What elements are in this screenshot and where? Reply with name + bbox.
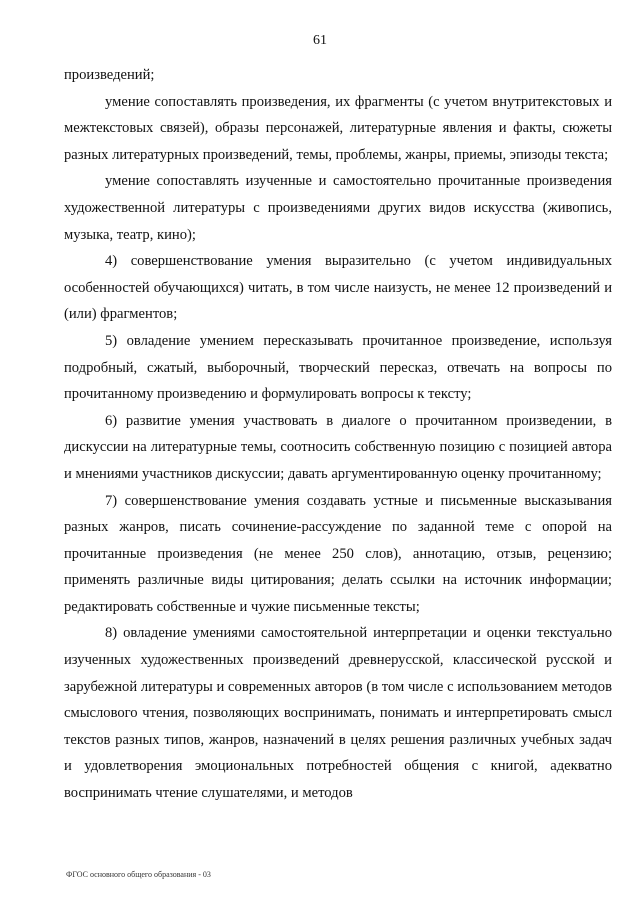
body-text — [64, 62, 612, 807]
paragraph-compare-arts: умение сопоставлять изученные и самостоятельно прочитанные произведения художественной литературы с произведениями других видов искусства (живопись, музыка, театр, кино); — [64, 173, 612, 243]
paragraph-continuation: произведений; — [64, 67, 155, 83]
page-number: 61 — [313, 33, 327, 48]
footer-note: ФГОС основного общего образования - 03 — [66, 870, 211, 879]
paragraph-item-7: 7) совершенствование умения создавать устные и письменные высказывания разных жанров, писать сочинение-рассуждение по заданной теме с опорой на прочитанные произведения (не менее 250 слов), аннотацию, отзыв, рецензию; применять различные виды цитирования; делать ссылки на источник информации; редактировать собственные и чужие письменные тексты; — [64, 492, 612, 615]
paragraph-compare-works: умение сопоставлять произведения, их фрагменты (с учетом внутритекстовых и межтекстовых связей), образы персонажей, литературные явления и факты, сюжеты разных литературных произведений, темы, проблемы, жанры, приемы, эпизоды текста; — [64, 93, 612, 163]
paragraph-item-6: 6) развитие умения участвовать в диалоге о прочитанном произведении, в дискуссии на литературные темы, соотносить собственную позицию с позицией автора и мнениями участников дискуссии; давать аргументированную оценку прочитанному; — [64, 412, 612, 482]
paragraph-item-8: 8) овладение умениями самостоятельной интерпретации и оценки текстуально изученных художественных произведений древнерусской, классической русской и зарубежной литературы и современных авторов (в том числе с использованием методов смыслового чтения, позволяющих воспринимать, понимать и интерпретировать смысл текстов разных типов, жанров, назначений в целях решения различных учебных задач и удовлетворения эмоциональных потребностей общения с книгой, адекватно воспринимать чтение слушателями, и методов — [64, 625, 612, 802]
paragraph-item-5: 5) овладение умением пересказывать прочитанное произведение, используя подробный, сжатый, выборочный, творческий пересказ, отвечать на вопросы по прочитанному произведению и формулировать вопросы к тексту; — [64, 332, 612, 403]
paragraph-item-4: 4) совершенствование умения выразительно (с учетом индивидуальных особенностей обучающихся) читать, в том числе наизусть, не менее 12 произведений и (или) фрагментов; — [64, 253, 612, 323]
